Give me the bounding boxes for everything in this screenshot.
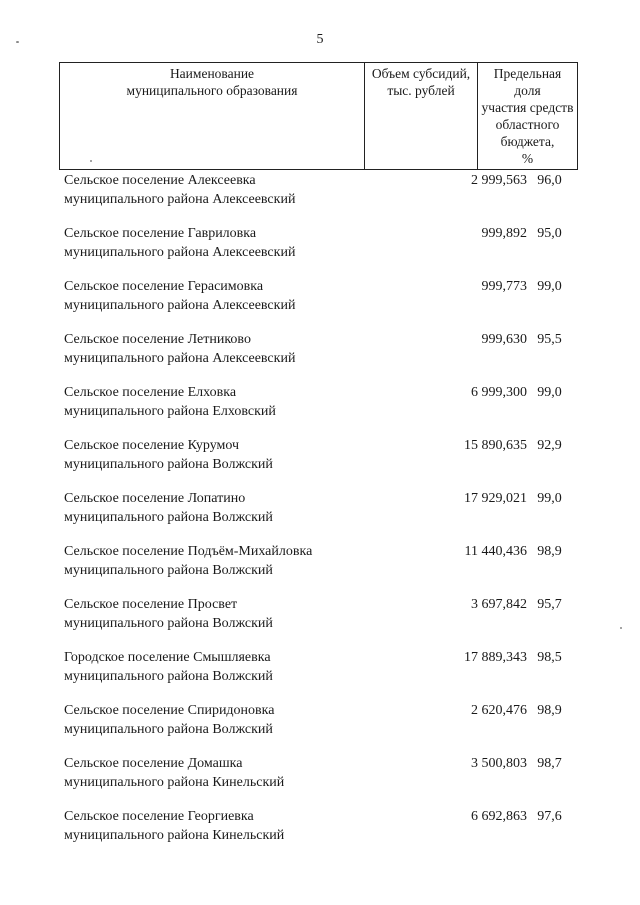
row-name-line: Сельское поселение Елховка <box>64 385 237 400</box>
table-row <box>64 807 584 860</box>
row-name-line: муниципального района Кинельский <box>64 775 285 790</box>
row-name-line: Сельское поселение Герасимовка <box>64 279 264 294</box>
row-amount: 17 889,343 <box>464 650 527 665</box>
row-name <box>64 383 364 421</box>
row-name <box>64 277 364 315</box>
row-amount: 6 692,863 <box>471 809 527 824</box>
row-name-line: муниципального района Волжский <box>64 722 273 737</box>
table-row <box>64 648 584 701</box>
page-number: 5 <box>316 32 324 47</box>
row-share: 96,0 <box>537 173 562 188</box>
row-name <box>64 754 364 792</box>
row-name-line: муниципального района Волжский <box>64 457 273 472</box>
row-share: 98,5 <box>537 650 562 665</box>
table-row <box>64 754 584 807</box>
row-name <box>64 595 364 633</box>
table-row <box>64 595 584 648</box>
table-row <box>64 436 584 489</box>
row-name <box>64 330 364 368</box>
row-name-line: Сельское поселение Домашка <box>64 756 243 771</box>
row-name <box>64 171 364 209</box>
header-share-line: участия средств <box>481 100 574 115</box>
row-name <box>64 807 364 845</box>
header-share-line: доля <box>514 83 541 98</box>
row-amount: 17 929,021 <box>464 491 527 506</box>
scan-speck <box>620 627 622 629</box>
header-share-line: бюджета, <box>500 134 555 149</box>
row-share: 92,9 <box>537 438 562 453</box>
row-amount: 999,773 <box>481 279 527 294</box>
scan-speck <box>16 41 19 43</box>
row-name <box>64 436 364 474</box>
header-share-line: областного <box>495 117 560 132</box>
header-name-line: муниципального образования <box>126 83 298 98</box>
row-name-line: Сельское поселение Лопатино <box>64 491 246 506</box>
table-row <box>64 224 584 277</box>
row-amount: 15 890,635 <box>464 438 527 453</box>
row-name-line: Сельское поселение Курумоч <box>64 438 240 453</box>
table-row <box>64 171 584 224</box>
header-amount-column <box>365 63 478 169</box>
row-share: 97,6 <box>537 809 562 824</box>
row-name <box>64 648 364 686</box>
row-name-line: муниципального района Волжский <box>64 616 273 631</box>
header-name-column <box>60 63 365 169</box>
row-name <box>64 489 364 527</box>
row-name-line: Сельское поселение Алексеевка <box>64 173 256 188</box>
row-name-line: муниципального района Елховский <box>64 404 276 419</box>
row-name-line: муниципального района Алексеевский <box>64 298 296 313</box>
table-body <box>64 171 584 860</box>
row-name-line: муниципального района Волжский <box>64 669 273 684</box>
row-name-line: муниципального района Алексеевский <box>64 192 296 207</box>
row-name-line: Сельское поселение Георгиевка <box>64 809 254 824</box>
row-name-line: Сельское поселение Спиридоновка <box>64 703 275 718</box>
header-share-column <box>478 63 577 169</box>
row-amount: 999,630 <box>481 332 527 347</box>
row-name-line: Городское поселение Смышляевка <box>64 650 271 665</box>
row-name <box>64 542 364 580</box>
row-share: 95,5 <box>537 332 562 347</box>
row-amount: 3 500,803 <box>471 756 527 771</box>
table-row <box>64 701 584 754</box>
row-name-line: муниципального района Алексеевский <box>64 351 296 366</box>
row-name-line: муниципального района Волжский <box>64 563 273 578</box>
row-amount: 3 697,842 <box>471 597 527 612</box>
scan-speck <box>90 160 92 162</box>
table-row <box>64 489 584 542</box>
header-name-line: Наименование <box>169 66 255 81</box>
row-name-line: Сельское поселение Гавриловка <box>64 226 257 241</box>
row-amount: 6 999,300 <box>471 385 527 400</box>
row-share: 98,9 <box>537 703 562 718</box>
table-row <box>64 277 584 330</box>
row-name-line: муниципального района Волжский <box>64 510 273 525</box>
table-row <box>64 330 584 383</box>
table-row <box>64 383 584 436</box>
row-share: 99,0 <box>537 385 562 400</box>
row-share: 99,0 <box>537 279 562 294</box>
row-name <box>64 224 364 262</box>
row-share: 98,7 <box>537 756 562 771</box>
header-amount-line: тыс. рублей <box>387 83 455 98</box>
header-share-line: % <box>521 151 534 166</box>
header-amount-line: Объем субсидий, <box>371 66 471 81</box>
row-amount: 2 620,476 <box>471 703 527 718</box>
row-amount: 999,892 <box>481 226 527 241</box>
table-header <box>59 62 578 170</box>
row-amount: 11 440,436 <box>464 544 527 559</box>
table-row <box>64 542 584 595</box>
row-name-line: Сельское поселение Просвет <box>64 597 238 612</box>
row-name <box>64 701 364 739</box>
row-share: 95,0 <box>537 226 562 241</box>
row-amount: 2 999,563 <box>471 173 527 188</box>
row-share: 99,0 <box>537 491 562 506</box>
row-name-line: муниципального района Алексеевский <box>64 245 296 260</box>
header-share-line: Предельная <box>493 66 562 81</box>
row-share: 95,7 <box>537 597 562 612</box>
row-name-line: Сельское поселение Подъём-Михайловка <box>64 544 313 559</box>
row-name-line: Сельское поселение Летниково <box>64 332 251 347</box>
row-name-line: муниципального района Кинельский <box>64 828 285 843</box>
row-share: 98,9 <box>537 544 562 559</box>
